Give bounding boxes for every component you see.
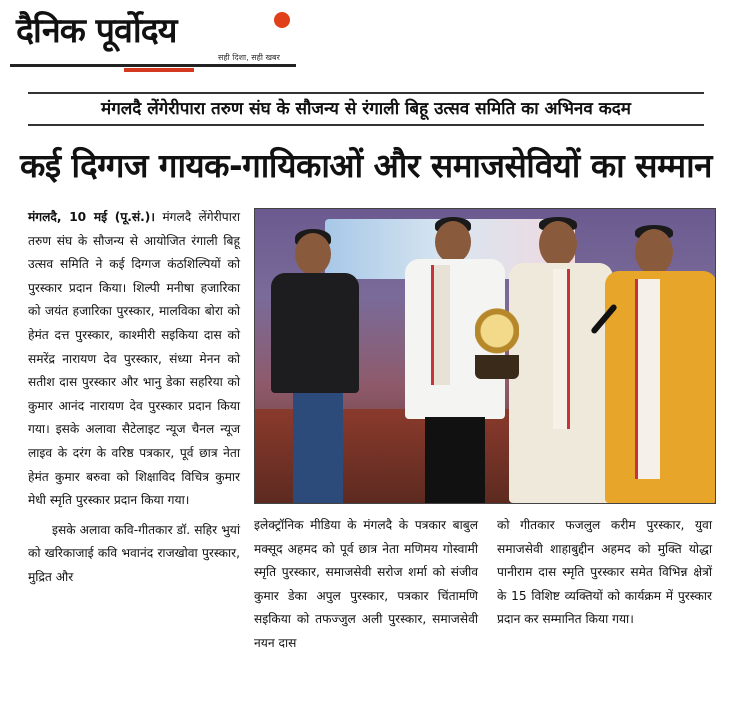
masthead-red-bar <box>124 68 194 72</box>
person-yellow-kurta <box>595 209 715 503</box>
kicker-headline: मंगलदै लेंगेरीपारा तरुण संघ के सौजन्य से रंगाली बिहू उत्सव समिति का अभिनव कदम <box>101 99 631 119</box>
main-headline: कई दिग्गज गायक-गायिकाओं और समाजसेवियों का सम्मान <box>19 146 712 185</box>
kicker-rule-bottom <box>28 124 704 126</box>
masthead <box>16 6 291 68</box>
dateline: मंगलदै, 10 मई (पू.सं.)। <box>28 210 155 224</box>
masthead-rule <box>10 64 296 67</box>
award-ceremony-photo <box>254 208 716 504</box>
kicker-rule-top <box>28 92 704 94</box>
person-black-shirt <box>265 209 365 503</box>
article-paragraph-2: इसके अलावा कवि-गीतकार डॉ. सहिर भुयां को खरिकाजाई कवि भवानंद राजखोवा पुरस्कार, मुद्रित और <box>28 522 240 584</box>
paragraph-1-text: मंगलदै लेंगेरीपारा तरुण संघ के सौजन्य से आयोजित रंगाली बिहू उत्सव समिति ने कई दिग्गज कंठशिल्पियों को पुरस्कार प्रदान किया। शिल्पी मनीषा हजारिका को जयंत हजारिका पुरस्कार, मालविका बोरा को हेमंत दत्त पुरस्कार, काश्मीरी सइकिया दास को समरेंद्र नारायण देव पुरस्कार, संध्या मेनन को सतीश दास पुरस्कार और भानु डेका सहरिया को कुमार आनंद नारायण देव पुरस्कार प्रदान किया गया। इसके अलावा सैटेलाइट न्यूज चैनल न्यूज लाइव के दरंग के वरिष्ठ पत्रकार, पूर्व छात्र नेता हेमंत कुमार बरुवा को शिक्षाविद विचित्र कुमार मेधी स्मृति पुरस्कार प्रदान किया गया। <box>28 210 241 508</box>
newspaper-tagline: सही दिशा, सही खबर <box>218 53 280 62</box>
article-column-1 <box>28 206 240 590</box>
logo-dot <box>274 12 290 28</box>
trophy-icon <box>475 305 519 379</box>
article-column-3: को गीतकार फजलुल करीम पुरस्कार, युवा समाजसेवी शाहाबुद्दीन अहमद को मुक्ति योद्धा पानीराम दास स्मृति पुरस्कार समेत विभिन्न क्षेत्रों के 15 विशिष्ट व्यक्तियों को कार्यक्रम में पुरस्कार प्रदान कर सम्मानित किया गया। <box>497 518 712 627</box>
article-paragraph-1 <box>28 206 240 513</box>
newspaper-name: दैनिक पूर्वोदय <box>16 11 177 51</box>
article-column-2: इलेक्ट्रॉनिक मीडिया के मंगलदै के पत्रकार बाबुल मक्सूद अहमद को पूर्व छात्र नेता मणिमय गोस्वामी स्मृति पुरस्कार, समाजसेवी सरोज शर्मा को संजीव कुमार डेका अपुल पुरस्कार, पत्रकार चिंतामणि सइकिया को तफज्जुल अली पुरस्कार, समाजसेवी नयन दास <box>254 518 478 650</box>
